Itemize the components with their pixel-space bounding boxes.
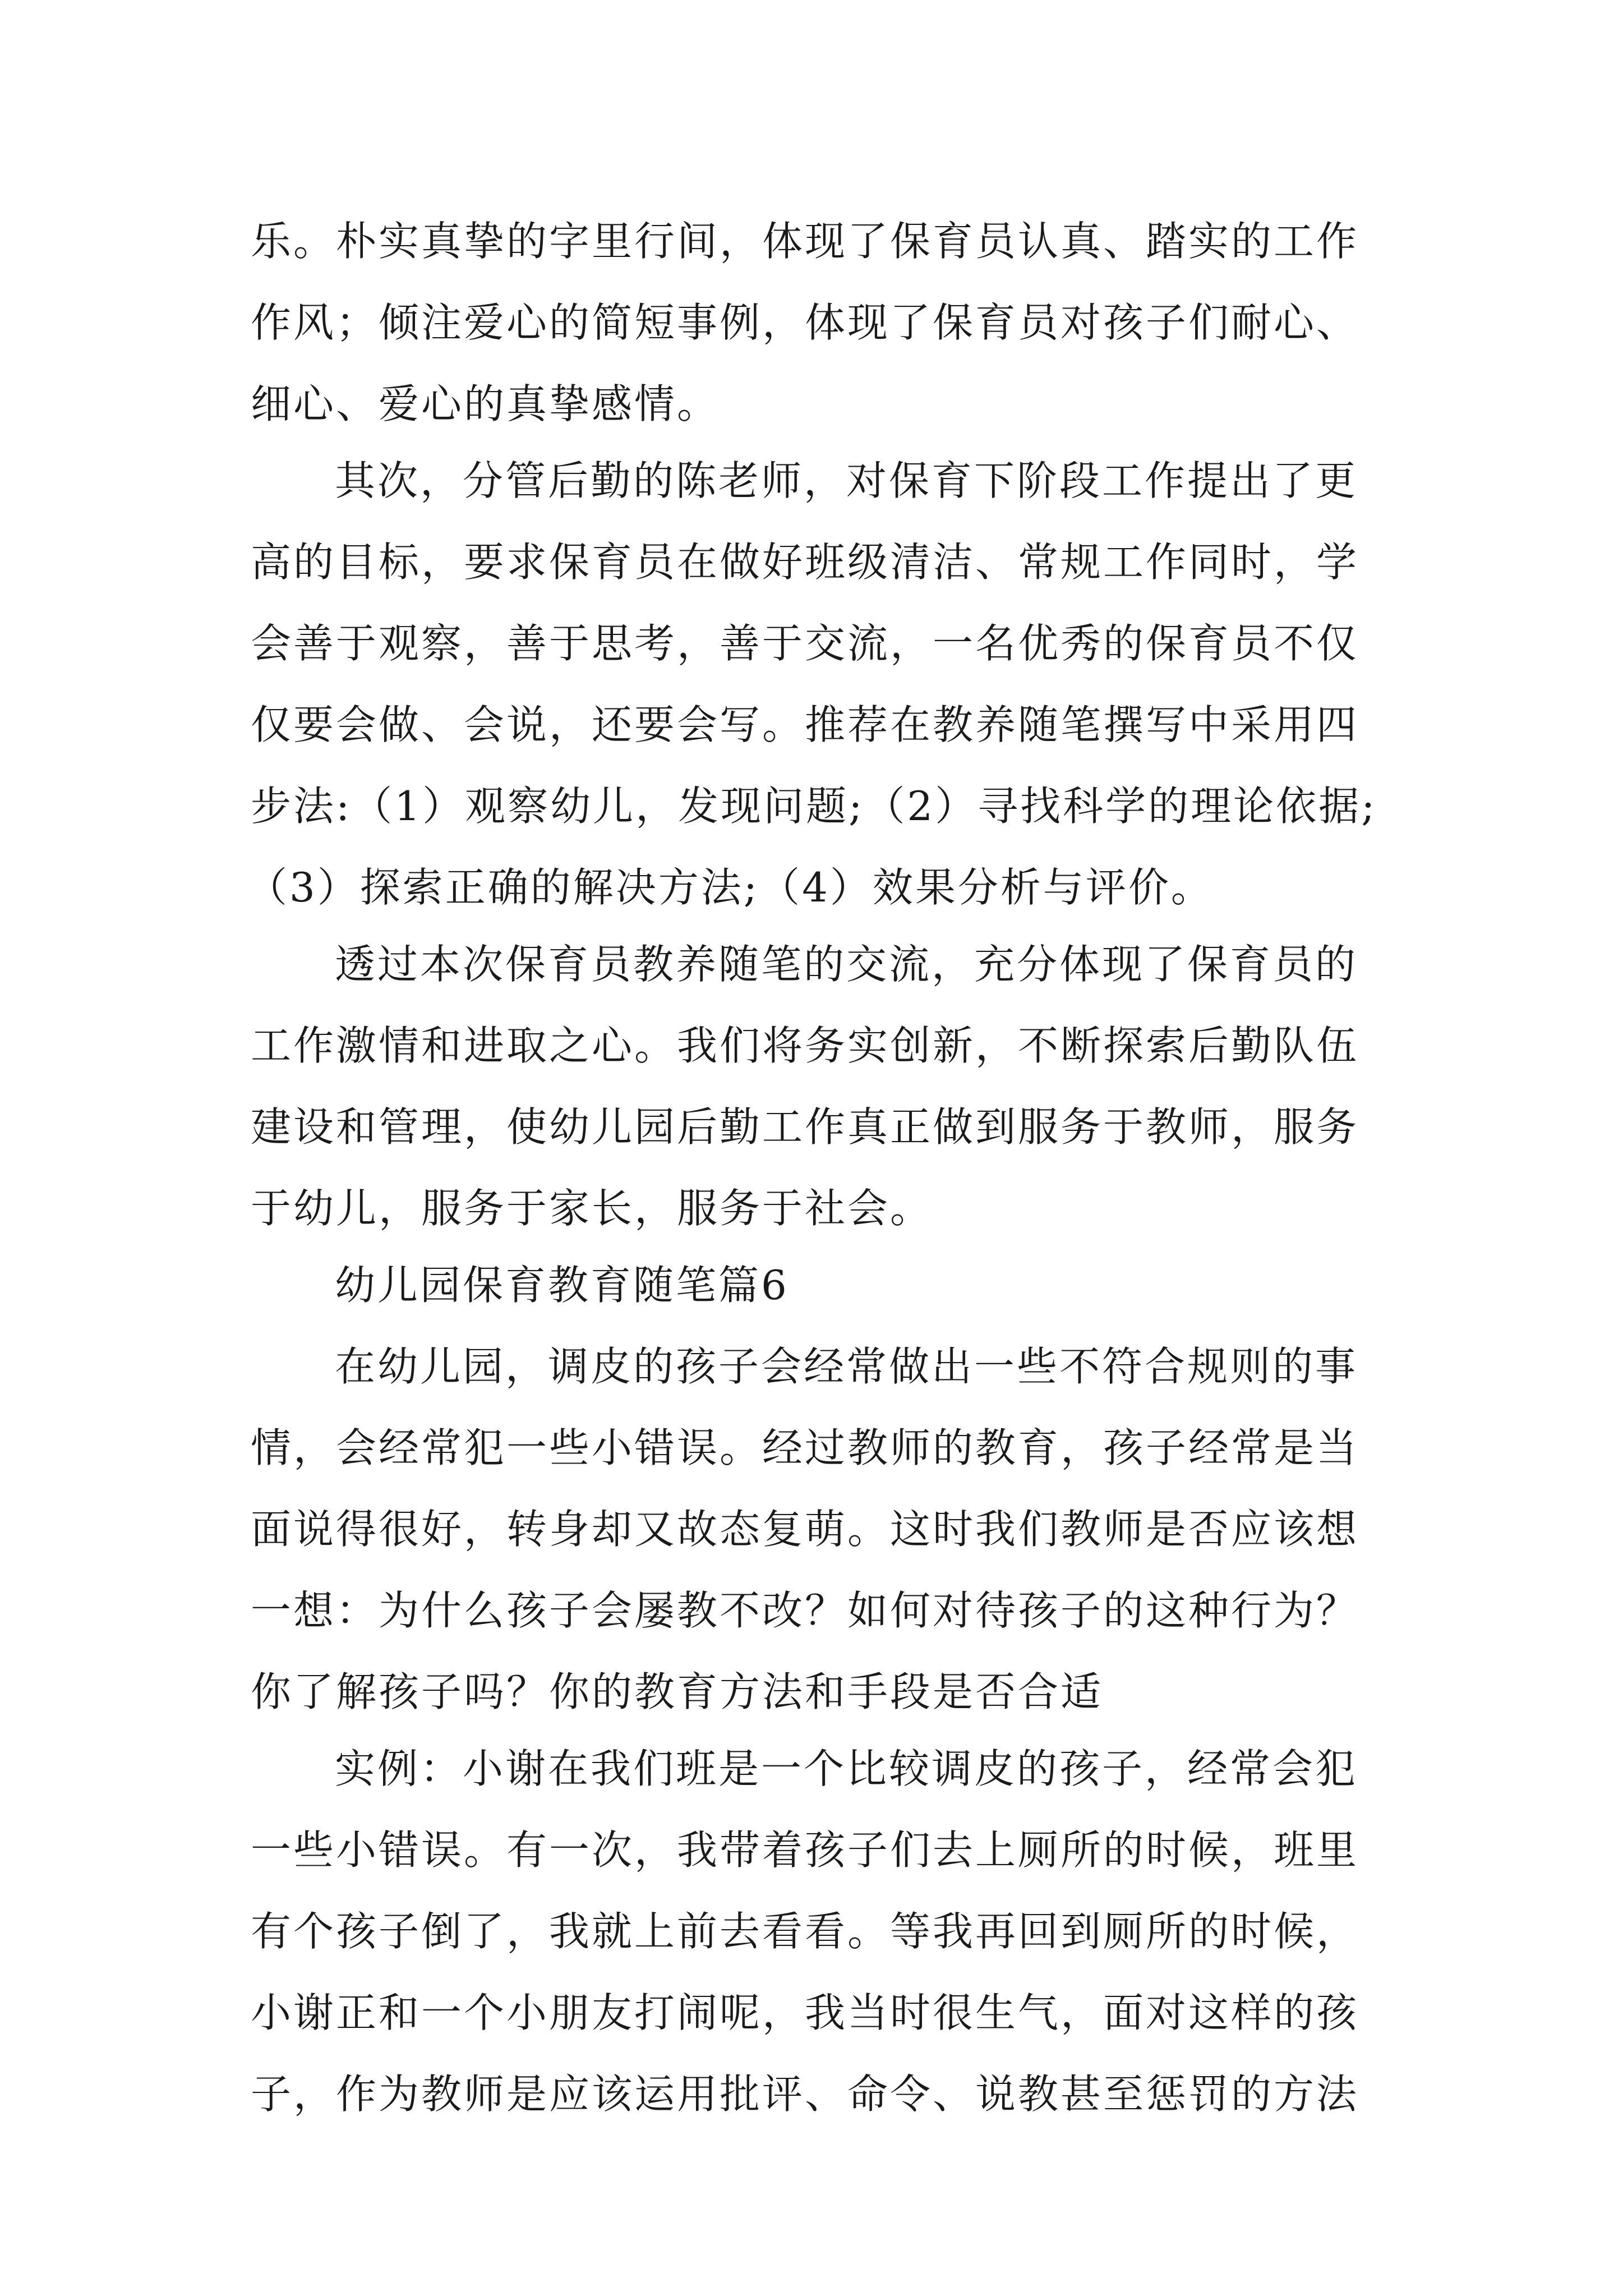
text-line: 子，作为教师是应该运用批评、命令、说教甚至惩罚的方法 <box>251 2070 1359 2118</box>
text-line: 小谢正和一个小朋友打闹呢，我当时很生气，面对这样的孩 <box>251 1989 1359 2036</box>
text-line: 步法:（1）观察幼儿，发现问题;（2）寻找科学的理论依据; <box>251 783 1377 830</box>
text-line: 建设和管理，使幼儿园后勤工作真正做到服务于教师，服务 <box>251 1103 1359 1151</box>
section-heading: 幼儿园保育教育随笔篇6 <box>335 1262 789 1309</box>
paragraph-start: 透过本次保育员教养随笔的交流，充分体现了保育员的 <box>335 941 1358 988</box>
text-line: 一些小错误。有一次，我带着孩子们去上厕所的时候，班里 <box>251 1826 1359 1874</box>
text-line: 工作激情和进取之心。我们将务实创新，不断探索后勤队伍 <box>251 1022 1359 1069</box>
text-line: 会善于观察，善于思考，善于交流，一名优秀的保育员不仅 <box>251 620 1359 667</box>
text-line: 高的目标，要求保育员在做好班级清洁、常规工作同时，学 <box>251 539 1359 586</box>
paragraph-start: 实例：小谢在我们班是一个比较调皮的孩子，经常会犯 <box>335 1745 1358 1792</box>
text-line: 乐。朴实真挚的字里行间，体现了保育员认真、踏实的工作 <box>251 218 1359 265</box>
text-line: 于幼儿，服务于家长，服务于社会。 <box>251 1185 933 1232</box>
text-line: 细心、爱心的真挚感情。 <box>251 380 720 427</box>
paragraph-start: 在幼儿园，调皮的孩子会经常做出一些不符合规则的事 <box>335 1343 1358 1390</box>
text-line: 你了解孩子吗？你的教育方法和手段是否合适 <box>251 1668 1104 1715</box>
text-line: 有个孩子倒了，我就上前去看看。等我再回到厕所的时候， <box>251 1908 1359 1955</box>
text-line: 仅要会做、会说，还要会写。推荐在教养随笔撰写中采用四 <box>251 701 1359 748</box>
text-line: 面说得很好，转身却又故态复萌。这时我们教师是否应该想 <box>251 1506 1359 1553</box>
text-line: 情，会经常犯一些小错误。经过教师的教育，孩子经常是当 <box>251 1424 1359 1471</box>
text-line: 作风；倾注爱心的简短事例，体现了保育员对孩子们耐心、 <box>251 299 1359 346</box>
text-line: （3）探索正确的解决方法;（4）效果分析与评价。 <box>247 864 1214 911</box>
text-line: 一想：为什么孩子会屡教不改？如何对待孩子的这种行为？ <box>251 1587 1359 1634</box>
paragraph-start: 其次，分管后勤的陈老师，对保育下阶段工作提出了更 <box>335 457 1358 504</box>
